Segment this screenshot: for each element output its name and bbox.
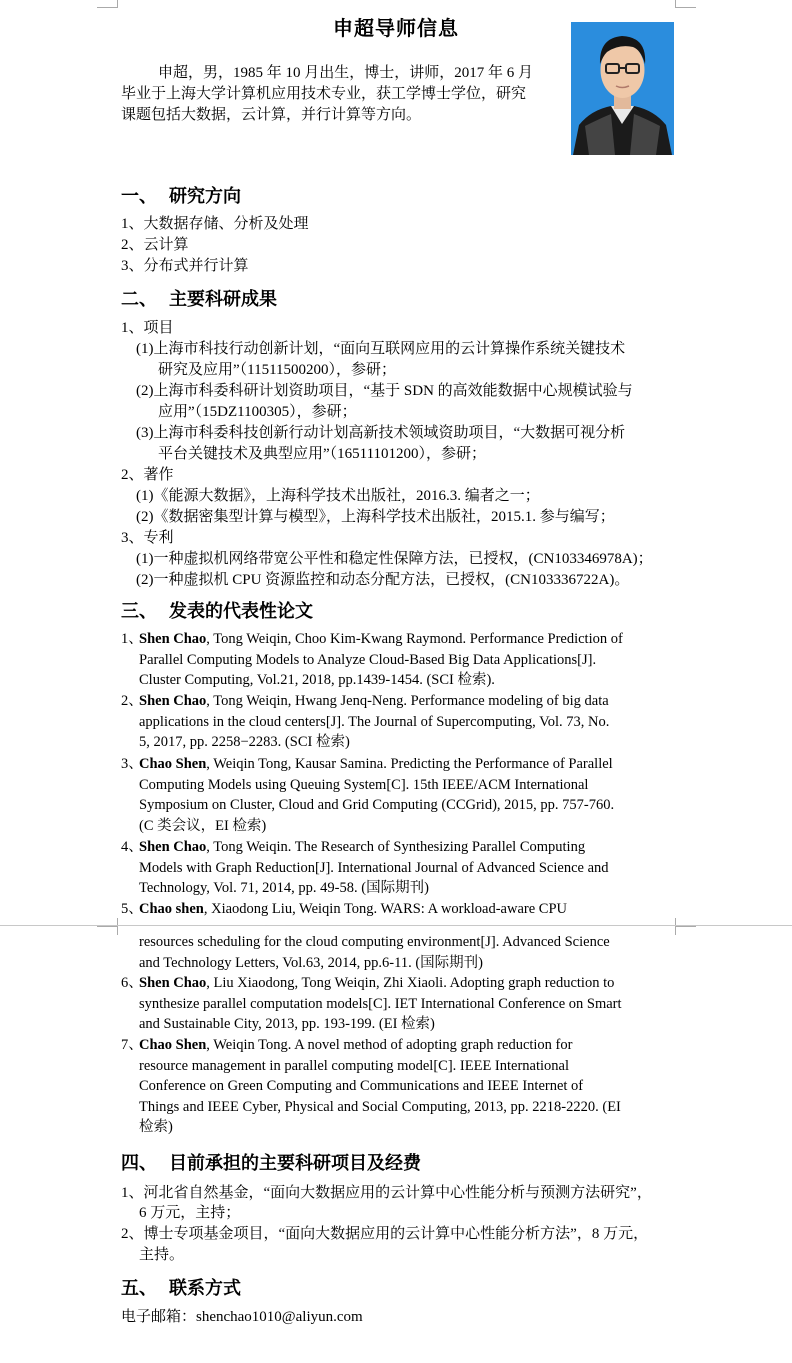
funding-item-cont: 主持。 [139, 1247, 185, 1263]
project-item-cont: 研究及应用”（11511500200），参研； [158, 362, 397, 378]
patents-heading: 3、专利 [121, 530, 174, 546]
paper-item: 4、 Shen Chao, Tong Weiqin. The Research of Synthesizing Parallel Computing Models with Graph Reduction[J]. International Journal of Advanced Science and Technology, Vol. 71, 2014, pp. 49-58. (国际期刊) [121, 839, 609, 897]
paper-item: 3、 Chao Shen, Weiqin Tong, Kausar Samina. Predicting the Performance of Parallel Computing Models using Queuing System[C]. 15th IEEE/ACM International Symposium on Cluster, Cloud and Grid Computing (CCGrid), 2015, pp. 757-760. (C 类会议，EI 检索) [121, 756, 615, 834]
section-heading-papers: 三、 发表的代表性论文 [121, 601, 313, 621]
page-break [0, 925, 792, 926]
section-heading-research: 一、 研究方向 [121, 186, 241, 206]
project-item-cont: 应用”（15DZ1100305），参研； [158, 404, 357, 420]
paper-item: 6、 Shen Chao, Liu Xiaodong, Tong Weiqin, Zhi Xiaoli. Adopting graph reduction to synthesize parallel computation models[C]. IET International Conference on Smart and Sustainable City, 2013, pp. 193-199. (EI 检索) [121, 975, 622, 1033]
project-item-cont: 平台关键技术及典型应用”（16511101200），参研； [158, 446, 487, 462]
page-corner-mark [675, 0, 696, 8]
portrait-illustration [571, 22, 674, 155]
section-heading-achievements: 二、 主要科研成果 [121, 289, 277, 309]
project-item: (3)上海市科委科技创新行动计划高新技术领域资助项目，“大数据可视分析 [136, 425, 626, 441]
books-heading: 2、著作 [121, 467, 174, 483]
book-item: (2)《数据密集型计算与模型》，上海科学技术出版社，2015.1. 参与编写； [136, 509, 615, 525]
paper-item-cont: resources scheduling for the cloud computing environment[J]. Advanced Science and Technology Letters, Vol.63, 2014, pp.6-11. (国际期刊) [139, 934, 610, 971]
paper-item: 7、 Chao Shen, Weiqin Tong. A novel method of adopting graph reduction for resource management in parallel computing model[C]. IEEE International Conference on Green Computing and Communications and IEEE Internet of Things and IEEE Cyber, Physical and Social Computing, 2013, pp. 2218-2220. (EI 检索) [121, 1037, 621, 1136]
intro-line-1: 申超，男，1985 年 10 月出生，博士，讲师，2017 年 6 月 [158, 65, 534, 81]
projects-heading: 1、项目 [121, 320, 174, 336]
paper-item: 2、 Shen Chao, Tong Weiqin, Hwang Jenq-Neng. Performance modeling of big data applications in the cloud centers[J]. The Journal of Supercomputing, Vol. 73, No. 5, 2017, pp. 2258−2283. (SCI 检索) [121, 693, 610, 751]
research-item: 2、云计算 [121, 237, 189, 253]
funding-item: 1、河北省自然基金，“面向大数据应用的云计算中心性能分析与预测方法研究”， [121, 1185, 652, 1201]
section-heading-funding: 四、 目前承担的主要科研项目及经费 [121, 1153, 421, 1173]
patent-item: (1)一种虚拟机网络带宽公平性和稳定性保障方法，已授权，(CN103346978A)； [136, 551, 653, 567]
page-corner-mark [97, 0, 118, 8]
portrait-photo [571, 22, 674, 155]
paper-item: 1、 Shen Chao, Tong Weiqin, Choo Kim-Kwang Raymond. Performance Prediction of Parallel Computing Models to Analyze Cloud-Based Big Data Applications[J]. Cluster Computing, Vol.21, 2018, pp.1439-1454. (SCI 检索). [121, 631, 623, 689]
project-item: (1)上海市科技行动创新计划，“面向互联网应用的云计算操作系统关键技术 [136, 341, 626, 357]
page-title: 申超导师信息 [333, 18, 459, 40]
project-item: (2)上海市科委科研计划资助项目，“基于 SDN 的高效能数据中心规模试验与 [136, 383, 633, 399]
contact-email[interactable]: 电子邮箱：shenchao1010@aliyun.com [121, 1309, 363, 1325]
funding-item-cont: 6 万元，主持； [139, 1205, 241, 1221]
paper-item: 5、 Chao shen, Xiaodong Liu, Weiqin Tong. WARS: A workload-aware CPU [121, 901, 567, 917]
research-item: 1、大数据存储、分析及处理 [121, 216, 309, 232]
patent-item: (2)一种虚拟机 CPU 资源监控和动态分配方法，已授权，(CN103336722A)。 [136, 572, 630, 588]
page-corner-mark [675, 926, 696, 935]
page-corner-mark [97, 926, 118, 935]
section-heading-contact: 五、 联系方式 [121, 1278, 241, 1298]
research-item: 3、分布式并行计算 [121, 258, 249, 274]
intro-line-3: 课题包括大数据，云计算，并行计算等方向。 [121, 107, 422, 123]
funding-item: 2、博士专项基金项目，“面向大数据应用的云计算中心性能分析方法”，8 万元， [121, 1226, 649, 1242]
intro-line-2: 毕业于上海大学计算机应用技术专业，获工学博士学位，研究 [121, 86, 527, 102]
book-item: (1)《能源大数据》，上海科学技术出版社，2016.3. 编者之一； [136, 488, 540, 504]
